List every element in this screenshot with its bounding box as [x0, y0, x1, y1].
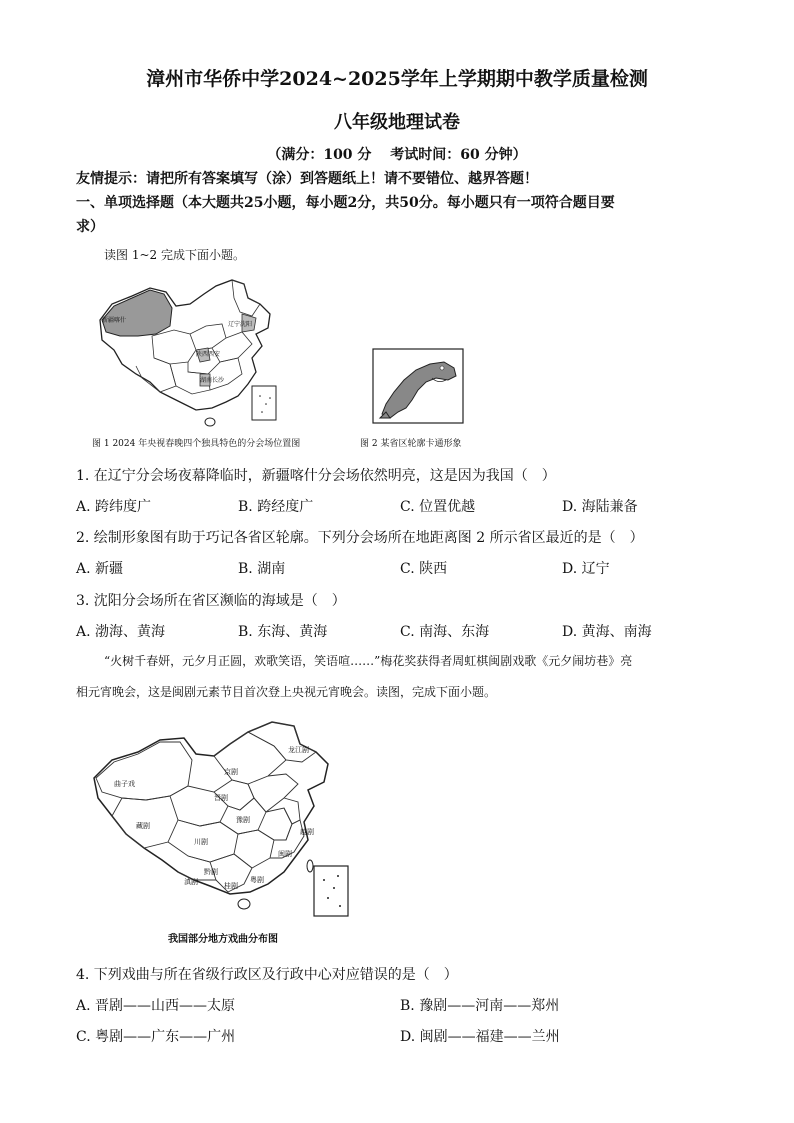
label-zang: 藏剧 — [136, 822, 150, 830]
label-gui: 桂剧 — [224, 882, 238, 890]
label-min: 闽剧 — [278, 850, 292, 858]
group2-intro-line2: 相元宵晚会，这是闽剧元素节目首次登上央视元宵晚会。读图，完成下面小题。 — [76, 685, 497, 699]
friendly-tip: 友情提示：请把所有答案填写（涂）到答题纸上！请不要错位、越界答题！ — [76, 171, 538, 187]
label-jin: 晋剧 — [214, 794, 228, 802]
q3-option-d[interactable]: D. 黄海、南海 — [562, 624, 652, 640]
q1-option-d[interactable]: D. 海陆兼备 — [562, 499, 638, 515]
label-quzi: 曲子戏 — [114, 780, 135, 788]
section-heading-cont: 求） — [76, 219, 104, 235]
label-jing: 京剧 — [224, 768, 238, 776]
china-map-figure1 — [92, 274, 288, 432]
opera-distribution-map — [88, 716, 356, 922]
q4-option-b[interactable]: B. 豫剧——河南——郑州 — [400, 998, 560, 1014]
opera-map-caption: 我国部分地方戏曲分布图 — [168, 934, 278, 945]
label-qian: 黔剧 — [204, 868, 218, 876]
figure2-caption: 图 2 某省区轮廓卡通形象 — [360, 439, 462, 449]
q4-option-d[interactable]: D. 闽剧——福建——兰州 — [400, 1029, 560, 1045]
q1-option-b[interactable]: B. 跨经度广 — [238, 499, 314, 515]
group2-intro-line1: “火树千春妍，元夕月正圆，欢歌笑语，笑语喧……”梅花奖获得者周虹棋闽剧戏歌《元夕闹坊巷》亮 — [104, 654, 633, 668]
label-shaanxi: 陕西西安 — [196, 351, 221, 358]
exam-title: 漳州市华侨中学2024~2025学年上学期期中教学质量检测 — [146, 68, 648, 90]
q2-option-d[interactable]: D. 辽宁 — [562, 561, 610, 577]
figure1-caption: 图 1 2024 年央视春晚四个独具特色的分会场位置图 — [92, 439, 301, 449]
q1-option-c[interactable]: C. 位置优越 — [400, 499, 476, 515]
q4-option-c[interactable]: C. 粤剧——广东——广州 — [76, 1029, 236, 1045]
group1-intro: 读图 1~2 完成下面小题。 — [104, 248, 245, 262]
question-1-stem: 1. 在辽宁分会场夜幕降临时，新疆喀什分会场依然明亮，这是因为我国（ ） — [76, 468, 556, 484]
q2-option-c[interactable]: C. 陕西 — [400, 561, 448, 577]
label-chuan: 川剧 — [194, 838, 208, 846]
q1-option-a[interactable]: A. 跨纬度广 — [76, 499, 152, 515]
section-heading: 一、单项选择题（本大题共25小题，每小题2分，共50分。每小题只有一项符合题目要 — [76, 195, 615, 211]
q2-option-a[interactable]: A. 新疆 — [76, 561, 124, 577]
exam-subtitle: 八年级地理试卷 — [334, 112, 460, 133]
label-xinjiang: 新疆喀什 — [102, 317, 127, 324]
q3-option-a[interactable]: A. 渤海、黄海 — [76, 624, 166, 640]
question-4-stem: 4. 下列戏曲与所在省级行政区及行政中心对应错误的是（ ） — [76, 967, 458, 983]
question-3-stem: 3. 沈阳分会场所在省区濒临的海域是（ ） — [76, 593, 346, 609]
label-liaoning: 辽宁沈阳 — [228, 321, 253, 328]
label-hei: 龙江剧 — [288, 746, 309, 754]
exam-meta: （满分：100 分 考试时间：60 分钟） — [267, 147, 527, 163]
label-yu: 豫剧 — [236, 816, 250, 824]
q3-option-c[interactable]: C. 南海、东海 — [400, 624, 490, 640]
q3-option-b[interactable]: B. 东海、黄海 — [238, 624, 328, 640]
question-2-stem: 2. 绘制形象图有助于巧记各省区轮廓。下列分会场所在地距离图 2 所示省区最近的是（ ） — [76, 530, 644, 546]
province-cartoon-figure2 — [372, 348, 464, 424]
label-hunan: 湖南长沙 — [200, 377, 225, 384]
label-dian: 滇剧 — [184, 878, 198, 886]
q4-option-a[interactable]: A. 晋剧——山西——太原 — [76, 998, 236, 1014]
q2-option-b[interactable]: B. 湖南 — [238, 561, 286, 577]
label-yue-zj: 越剧 — [300, 828, 314, 836]
label-yue-gd: 粤剧 — [250, 876, 264, 884]
